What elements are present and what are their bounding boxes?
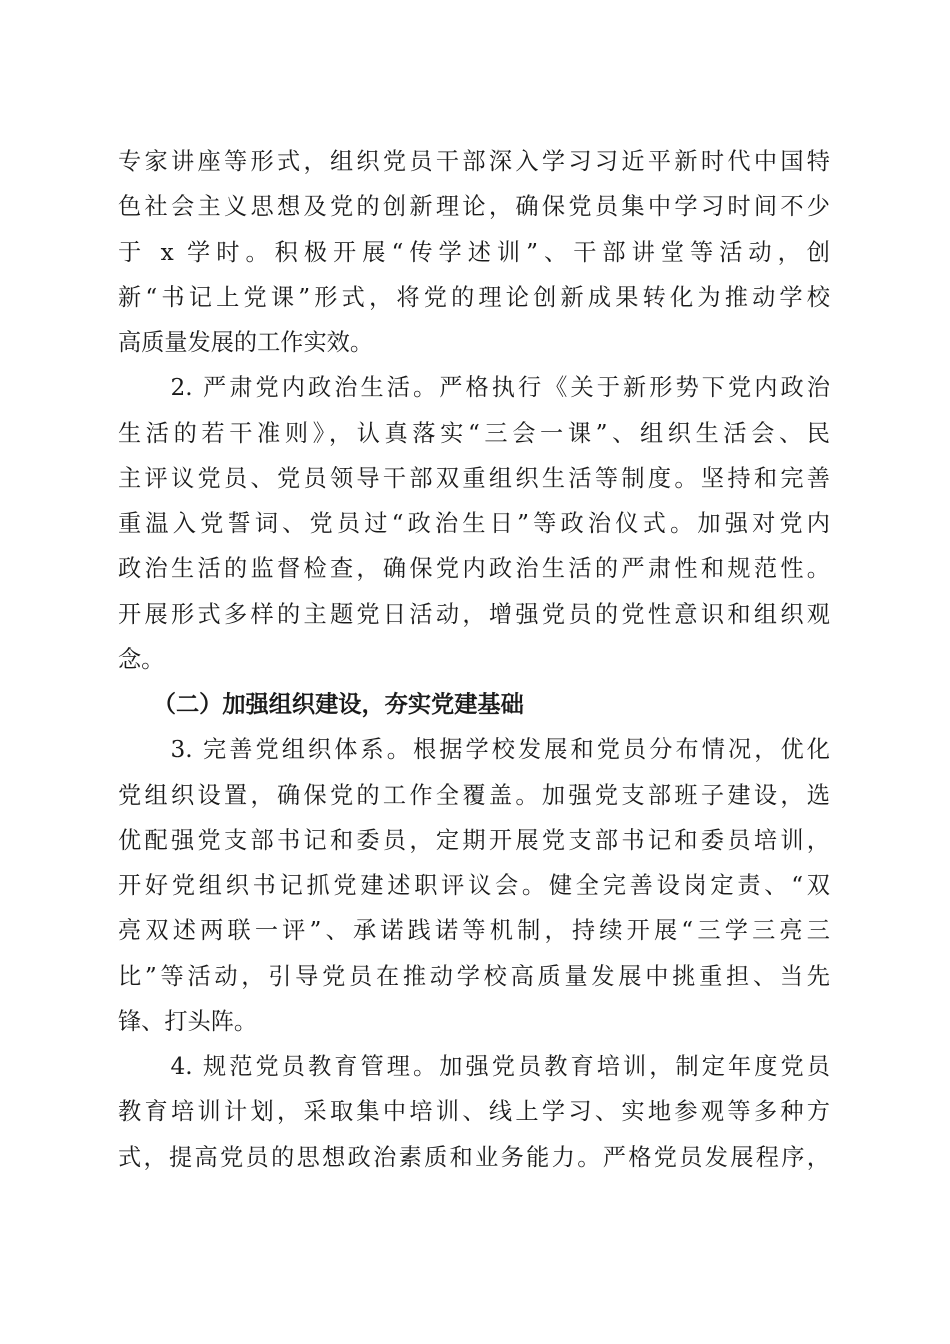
text-line: 式，提高党员的思想政治素质和业务能力。严格党员发展程序， bbox=[118, 1144, 830, 1171]
text-line: 生活的若干准则》，认真落实“三会一课”、组织生活会、民 bbox=[118, 420, 830, 447]
text-line: 教育培训计划，采取集中培训、线上学习、实地参观等多种方 bbox=[118, 1098, 830, 1125]
text-line: 专家讲座等形式，组织党员干部深入学习习近平新时代中国特 bbox=[118, 148, 830, 175]
text-line: 于 x 学时。积极开展“传学述训”、干部讲堂等活动，创 bbox=[118, 239, 830, 266]
paragraph-3-line: 3. 完善党组织体系。根据学校发展和党员分布情况，优化 bbox=[118, 736, 830, 763]
text-line: 高质量发展的工作实效。 bbox=[118, 329, 374, 356]
section-heading: （二）加强组织建设，夯实党建基础 bbox=[118, 691, 524, 718]
text-line: 念。 bbox=[118, 646, 165, 673]
text-line: 新“书记上党课”形式，将党的理论创新成果转化为推动学校 bbox=[118, 284, 830, 311]
text-line: 锋、打头阵。 bbox=[118, 1008, 258, 1035]
text-line: 开展形式多样的主题党日活动，增强党员的党性意识和组织观 bbox=[118, 601, 830, 628]
text-line: 主评议党员、党员领导干部双重组织生活等制度。坚持和完善 bbox=[118, 465, 830, 492]
text-line: 重温入党誓词、党员过“政治生日”等政治仪式。加强对党内 bbox=[118, 510, 830, 537]
text-line: 比”等活动，引导党员在推动学校高质量发展中挑重担、当先 bbox=[118, 963, 830, 990]
text-line: 色社会主义思想及党的创新理论，确保党员集中学习时间不少 bbox=[118, 193, 830, 220]
paragraph-2-line: 2. 严肃党内政治生活。严格执行《关于新形势下党内政治 bbox=[118, 374, 830, 401]
paragraph-4-line: 4. 规范党员教育管理。加强党员教育培训，制定年度党员 bbox=[118, 1053, 830, 1080]
text-line: 党组织设置，确保党的工作全覆盖。加强党支部班子建设，选 bbox=[118, 782, 830, 809]
text-line: 政治生活的监督检查，确保党内政治生活的严肃性和规范性。 bbox=[118, 555, 830, 582]
text-line: 开好党组织书记抓党建述职评议会。健全完善设岗定责、“双 bbox=[118, 872, 830, 899]
text-line: 亮双述两联一评”、承诺践诺等机制，持续开展“三学三亮三 bbox=[118, 917, 830, 944]
text-line: 优配强党支部书记和委员，定期开展党支部书记和委员培训， bbox=[118, 827, 830, 854]
